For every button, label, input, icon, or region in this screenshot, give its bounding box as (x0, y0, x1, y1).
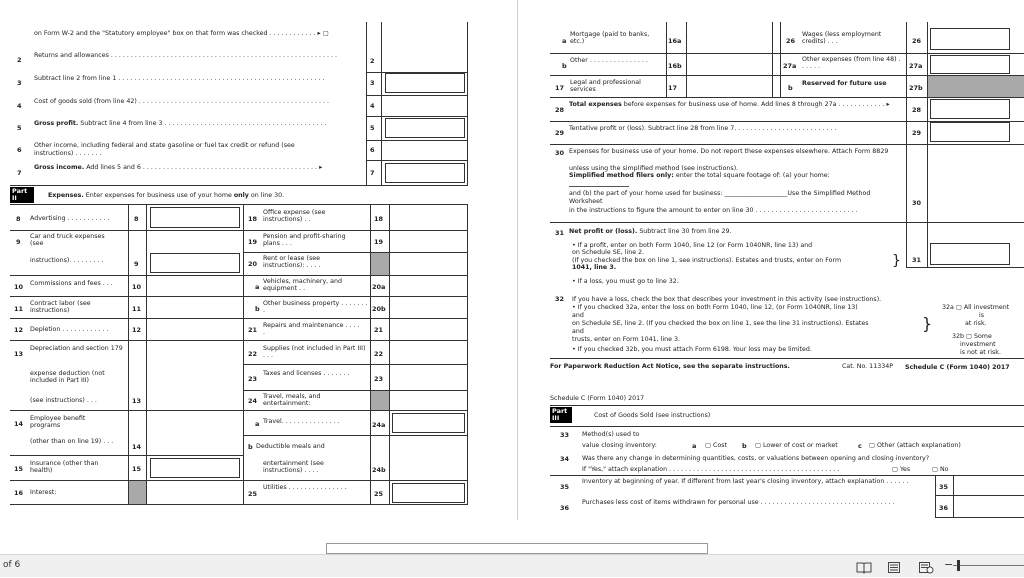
page-count-text: of 6 (3, 560, 21, 570)
line-32-text4: on Schedule SE, line 2. (If you checked the box on line 1, see the line 31 instructions). Estates (572, 320, 869, 327)
line-31-bullet5: • If a loss, you must go to line 32. (572, 278, 679, 285)
line-34-no-checkbox[interactable]: ▢ No (932, 466, 949, 473)
line-16-num: 16 (14, 489, 24, 497)
line-16b-text: Other . . . . . . . . . . . . . . . (570, 57, 648, 64)
line-27a-input[interactable] (930, 55, 1010, 74)
line-24a-letter: a (255, 420, 260, 428)
line-15-input[interactable] (150, 458, 240, 478)
line-24b-letter: b (248, 443, 253, 451)
line-33-b-letter: b (742, 442, 747, 450)
line-24-num: 24 (248, 397, 258, 405)
line-32b-checkbox[interactable]: 32b ▢ Some (952, 333, 992, 340)
line-10-num: 10 (14, 283, 24, 291)
line-13-box-label: 13 (132, 397, 142, 405)
line-29-text: Tentative profit or (loss). Subtract line 28 from line 7. . . . . . . . . . . . . . . . . . . . . . . . . . (569, 125, 837, 132)
line-31-num: 31 (555, 229, 565, 237)
line-7-num: 7 (17, 169, 22, 177)
line-32a-checkbox[interactable]: 32a ▢ All investment (942, 304, 1010, 311)
line-19-num: 19 (248, 238, 258, 246)
line-21-text: Repairs and maintenance . . . . . (263, 322, 360, 337)
line-16a-box-label: 16a (668, 37, 682, 45)
left-page (0, 0, 508, 520)
line-3-text: Subtract line 2 from line 1 . . . . . . . . . . . . . . . . . . . . . . . . . . . . . . . . . . . . . . . . . . . . . . . . . . . . (34, 75, 325, 82)
line-31-bullet2: on Schedule SE, line 2. (572, 249, 645, 256)
line-18-text: Office expense (see instructions) . . (263, 209, 326, 224)
zoom-out-button[interactable]: − (944, 558, 954, 571)
line-6-num: 6 (17, 146, 22, 154)
line-27b-letter: b (788, 84, 793, 92)
right-page (520, 0, 1024, 520)
page-divider (517, 0, 518, 520)
line-13-num: 13 (14, 350, 24, 358)
line-32a-text2: is (979, 312, 985, 319)
line-25-input[interactable] (392, 483, 465, 503)
line-8-num: 8 (16, 215, 21, 223)
line-16a-text: Mortgage (paid to banks, etc.) (570, 31, 650, 46)
line-26-input[interactable] (930, 28, 1010, 50)
horizontal-scrollbar[interactable] (326, 543, 708, 554)
line-34-yes-checkbox[interactable]: ▢ Yes (892, 466, 911, 473)
line-26-num: 26 (786, 37, 796, 45)
line-19-box-label: 19 (374, 238, 384, 246)
line-27b-shaded (928, 76, 1024, 97)
line-31-bullet1: • If a profit, enter on both Form 1040, line 12 (or Form 1040NR, line 13) and (572, 242, 813, 249)
line-24a-text: Travel. . . . . . . . . . . . . . . (263, 418, 340, 425)
line-29-num: 29 (555, 129, 565, 137)
line-8-input[interactable] (150, 207, 240, 228)
line-30-text4: and (b) the part of your home used for business: ____________________Use the Simplified Method Worksheet (569, 190, 871, 205)
line-11-text: Contract labor (see instructions) (30, 300, 91, 315)
line-32b-text3: is not at risk. (960, 349, 1001, 356)
line-32-brace: } (922, 314, 933, 333)
line-4-num: 4 (17, 102, 22, 110)
line-26-text: Wages (less employment credits) . . . (802, 31, 882, 46)
line-13-text: Depreciation and section 179 (30, 345, 123, 352)
line-31-brace: } (892, 253, 901, 269)
line-20a-box-label: 20a (372, 283, 386, 291)
line-33-c-letter: c (858, 442, 862, 450)
line-31-box-label: 31 (912, 256, 922, 264)
line-22-num: 22 (248, 350, 258, 358)
line-8-text: Advertising . . . . . . . . . . . (30, 215, 110, 222)
line-31-text: Net profit or (loss). Subtract line 30 from line 29. (569, 228, 732, 235)
line-12-text: Depletion . . . . . . . . . . . . (30, 326, 109, 333)
line-27a-num: 27a (783, 62, 797, 70)
zoom-slider[interactable] (953, 565, 1024, 566)
line-32-text7: • If you checked 32b, you must attach Form 6198. Your loss may be limited. (572, 346, 812, 353)
line-32-text6: trusts, enter on Form 1041, line 3. (572, 336, 680, 343)
print-layout-icon[interactable] (887, 559, 901, 572)
line-22-box-label: 22 (374, 350, 384, 358)
line-15-text: Insurance (other than health) (30, 460, 99, 475)
zoom-slider-thumb[interactable] (957, 560, 960, 571)
line-9-text: Car and truck expenses (see (30, 233, 105, 248)
line-24-shaded (371, 391, 389, 410)
line-22-text: Supplies (not included in Part III) . . . (263, 345, 366, 360)
line-30-text2: unless using the simplified method (see instructions). (569, 165, 739, 172)
line-16a-letter: a (562, 37, 567, 45)
line-4-text: Cost of goods sold (from line 42) . . . . . . . . . . . . . . . . . . . . . . . . . . . . . . . . . . . . . . . . . . . . . . . . (34, 98, 330, 105)
line-3-num: 3 (17, 79, 22, 87)
line-5-num: 5 (17, 124, 22, 132)
line-25-num: 25 (248, 490, 258, 498)
line-12-box-label: 12 (132, 326, 142, 334)
line-14-num: 14 (14, 420, 24, 428)
line-9-box-label: 9 (134, 260, 139, 268)
line-33-text2: value closing inventory: (582, 442, 657, 449)
line-30-box-label: 30 (912, 199, 922, 207)
line-33-other-checkbox[interactable]: ▢ Other (attach explanation) (869, 442, 961, 449)
line-34-text2: If "Yes," attach explanation . . . . . . . . . . . . . . . . . . . . . . . . . . . . . . . . . . . . . . . . . . . (582, 466, 840, 473)
line-16b-box-label: 16b (668, 62, 682, 70)
line-23-text: Taxes and licenses . . . . . . . (263, 370, 350, 377)
line-32-text2: • If you checked 32a, enter the loss on both Form 1040, line 12, (or Form 1040NR, line 13) (572, 304, 858, 311)
line-20a-text: Vehicles, machinery, and equipment . . (263, 278, 343, 293)
line-11-box-label: 11 (132, 305, 142, 313)
line-9-text2: instructions). . . . . . . . . (30, 257, 104, 264)
line-2-text: Returns and allowances . . . . . . . . . . . . . . . . . . . . . . . . . . . . . . . . . . . . . . . . . . . . . . . . . . . . . . . . . (34, 52, 338, 59)
line-4-box-label: 4 (370, 102, 375, 110)
line-29-input[interactable] (930, 122, 1010, 142)
line-36-num: 36 (560, 504, 570, 512)
line-2-box-label: 2 (370, 57, 375, 65)
line-27a-text: Other expenses (from line 48) . . . . . . (802, 56, 901, 71)
line-16b-letter: b (562, 62, 567, 70)
line-21-box-label: 21 (374, 326, 384, 334)
line-34-num: 34 (560, 455, 570, 463)
line-33-lcm-checkbox[interactable]: ▢ Lower of cost or market (755, 442, 838, 449)
line-32b-text2: investment (960, 341, 996, 348)
read-mode-icon[interactable] (856, 559, 872, 572)
line-24-text: Travel, meals, and entertainment: (263, 393, 321, 408)
line-27a-box-label: 27a (909, 62, 923, 70)
part-2-title: Expenses. Enter expenses for business use of your home only on line 30. (48, 192, 285, 199)
line-19-text: Pension and profit-sharing plans . . . (263, 233, 346, 248)
line-6-text: Other income, including federal and state gasoline or fuel tax credit or refund (see instructions) . . . . . . . (34, 142, 295, 157)
line-29-box-label: 29 (912, 129, 922, 137)
line-18-box-label: 18 (374, 215, 384, 223)
line-10-box-label: 10 (132, 283, 142, 291)
line-34-text1: Was there any change in determining quantities, costs, or valuations between opening and closing inventory? (582, 455, 930, 462)
line-5-input[interactable] (385, 118, 465, 138)
line-5-text: Gross profit. Subtract line 4 from line 3 . . . . . . . . . . . . . . . . . . . . . . . . . . . . . . . . . . . . . . . . . (34, 120, 327, 127)
line-35-num: 35 (560, 483, 570, 491)
line-3-input[interactable] (385, 73, 465, 93)
line-17-num: 17 (555, 84, 565, 92)
line-5-box-label: 5 (370, 124, 375, 132)
line-9-num: 9 (16, 238, 21, 246)
line-20-num: 20 (248, 260, 258, 268)
line-16-shaded (129, 481, 146, 504)
line-23-num: 23 (248, 375, 258, 383)
line-15-num: 15 (14, 465, 24, 473)
line-17-box-label: 17 (668, 84, 678, 92)
line-28-input[interactable] (930, 99, 1010, 119)
line-15-box-label: 15 (132, 465, 142, 473)
line-7-input[interactable] (385, 163, 465, 183)
line-36-text: Purchases less cost of items withdrawn for personal use . . . . . . . . . . . . . . . . . . . . . . . . . . . . . . . . . . (582, 499, 895, 506)
page-header: Schedule C (Form 1040) 2017 (550, 395, 645, 402)
line-24b-box-label: 24b (372, 466, 386, 474)
line-2-num: 2 (17, 56, 22, 64)
status-bar (0, 554, 1024, 577)
line-20-text: Rent or lease (see instructions): . . . . (263, 255, 321, 270)
line-35-text: Inventory at beginning of year. If different from last year's closing inventory, attach explanation . . . . . . (582, 478, 909, 485)
line-36-box-label: 36 (939, 504, 949, 512)
line-24a-input[interactable] (392, 413, 465, 433)
line-35-box-label: 35 (939, 483, 949, 491)
web-layout-icon[interactable] (918, 559, 934, 572)
line-27b-text: Reserved for future use (802, 80, 887, 87)
line-25-box-label: 25 (374, 490, 384, 498)
line-10-text: Commissions and fees . . . (30, 280, 113, 287)
line-24b-text: Deductible meals and (256, 443, 325, 450)
line-33-num: 33 (560, 431, 570, 439)
line-3-box-label: 3 (370, 79, 375, 87)
line-27b-box-label: 27b (909, 84, 923, 92)
line-13-text3: (see instructions) . . . (30, 397, 97, 404)
line-7-box-label: 7 (370, 169, 375, 177)
paperwork-notice: For Paperwork Reduction Act Notice, see the separate instructions. (550, 363, 790, 370)
line-20b-letter: b (255, 305, 260, 313)
line-11-num: 11 (14, 305, 24, 313)
line-21-num: 21 (248, 326, 258, 334)
part-2-badge: Part II (10, 187, 34, 203)
line-31-bullet3: (If you checked the box on line 1, see instructions). Estates and trusts, enter on Form (572, 257, 842, 264)
line-20b-box-label: 20b (372, 305, 386, 313)
line-23-box-label: 23 (374, 375, 384, 383)
line-9-input[interactable] (150, 253, 240, 273)
line-30-text3: Simplified method filers only: enter the total square footage of: (a) your home: (569, 172, 830, 179)
line-25-text: Utilities . . . . . . . . . . . . . . . (263, 484, 347, 491)
line-1-text: on Form W-2 and the "Statutory employee" box on that form was checked . . . . . . . . . . . . ▸ ▢ (34, 30, 329, 37)
line-8-box-label: 8 (134, 215, 139, 223)
line-31-bullet4: 1041, line 3. (572, 264, 617, 271)
line-31-input[interactable] (930, 243, 1010, 265)
line-7-text: Gross income. Add lines 5 and 6 . . . . . . . . . . . . . . . . . . . . . . . . . . . . . . . . . . . . . . . . . . . . ▸ (34, 164, 323, 171)
line-28-num: 28 (555, 106, 565, 114)
part-3-title: Cost of Goods Sold (see instructions) (594, 412, 711, 419)
line-28-box-label: 28 (912, 106, 922, 114)
line-14-text2: (other than on line 19) . . . (30, 438, 114, 445)
line-30-text5: in the instructions to figure the amount to enter on line 30 . . . . . . . . . . . . . . . . . . . . . . . . . . (569, 207, 858, 214)
line-28-text: Total expenses before expenses for business use of home. Add lines 8 through 27a . . . . . . . . . . . . ▸ (569, 101, 890, 108)
line-14-text: Employee benefit programs (30, 415, 86, 430)
line-16-text: Interest: (30, 489, 57, 496)
line-20-shaded (371, 253, 389, 275)
line-24a-box-label: 24a (372, 421, 386, 429)
line-6-box-label: 6 (370, 146, 375, 154)
line-32-text1: If you have a loss, check the box that describes your investment in this activity (see instructions). (572, 296, 882, 303)
form-footer-name: Schedule C (Form 1040) 2017 (905, 364, 1010, 371)
line-20a-letter: a (255, 283, 260, 291)
line-32a-text3: at risk. (965, 320, 987, 327)
line-32-text3: and (572, 312, 584, 319)
line-14-box-label: 14 (132, 443, 142, 451)
line-20b-text: Other business property . . . . . . . . (263, 300, 368, 315)
line-13-text2: expense deduction (not included in Part III) (30, 370, 105, 385)
line-30-text1: Expenses for business use of your home. Do not report these expenses elsewhere. Attach Form 8829 (569, 148, 889, 155)
line-30-num: 30 (555, 149, 565, 157)
line-33-text1: Method(s) used to (582, 431, 640, 438)
line-24b-text2: entertainment (see instructions) . . . . (263, 460, 324, 475)
line-26-box-label: 26 (912, 37, 922, 45)
line-32-num: 32 (555, 295, 565, 303)
cat-number: Cat. No. 11334P (842, 363, 894, 370)
line-17-text: Legal and professional services (570, 79, 641, 94)
part-3-badge: Part III (550, 407, 572, 423)
line-18-num: 18 (248, 215, 258, 223)
line-33-a-letter: a (692, 442, 697, 450)
line-33-cost-checkbox[interactable]: ▢ Cost (705, 442, 727, 449)
line-32-text5: and (572, 328, 584, 335)
line-12-num: 12 (14, 326, 24, 334)
